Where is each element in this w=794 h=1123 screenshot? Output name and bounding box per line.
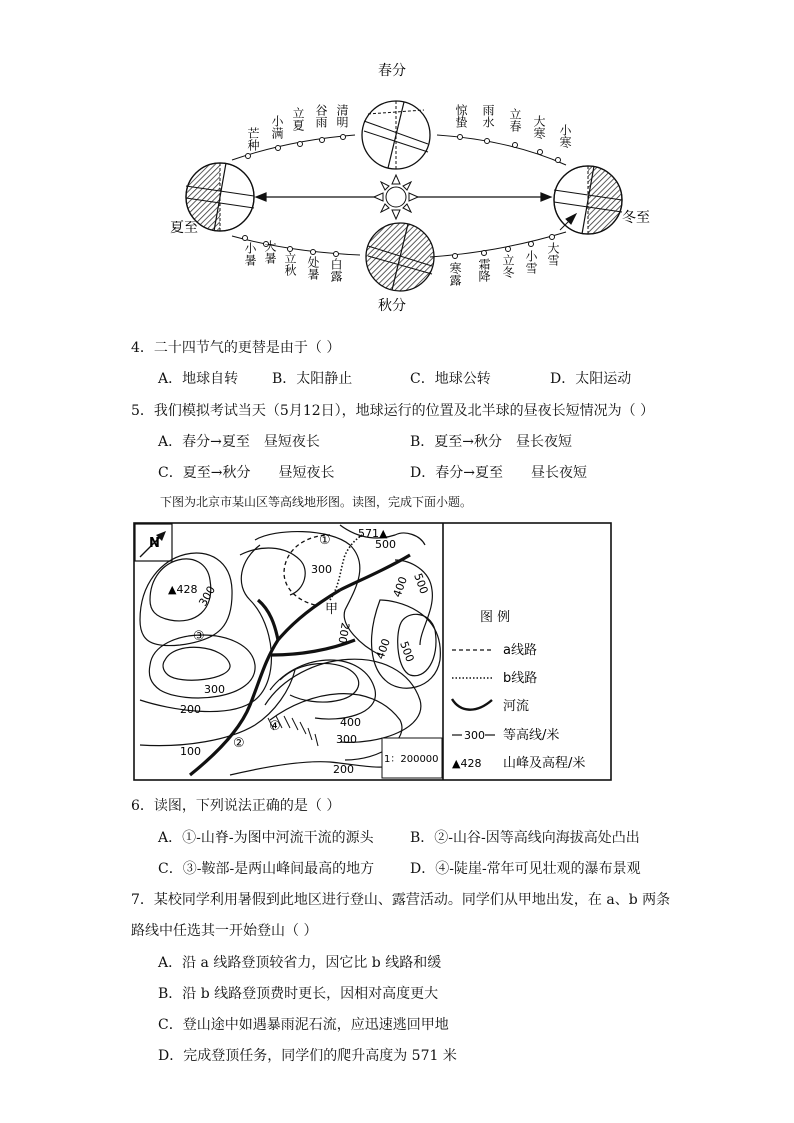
term-label: 大寒 [532, 115, 546, 139]
marker-3: ③ [193, 629, 205, 644]
contour-label: 300 [204, 683, 225, 696]
map-intro-text: 下图为北京市某山区等高线地形图。读图，完成下面小题。 [160, 495, 473, 509]
earth-summer-solstice [186, 162, 254, 232]
term-label: 立秋 [283, 252, 297, 276]
term-label: 芒种 [246, 127, 260, 151]
question-7-stem-line1: 7．某校同学利用暑假到此地区进行登山、露营活动。同学们从甲地出发，在 a、b 两条 [131, 892, 671, 908]
season-label-summer: 夏至 [170, 220, 198, 236]
q6-option-c: C．③-鞍部-是两山峰间最高的地方 [158, 861, 375, 877]
term-label: 立冬 [501, 254, 515, 278]
season-label-spring: 春分 [378, 63, 406, 79]
term-label: 白露 [329, 258, 343, 282]
q5-option-d: D．春分→夏至 昼长夜短 [410, 465, 587, 481]
term-label: 立夏 [291, 107, 305, 131]
marker-1: ① [319, 533, 331, 548]
term-label: 清明 [335, 104, 349, 128]
contour-label: 300 [336, 733, 357, 746]
solar-terms-bottom-left [243, 239, 343, 282]
contour-label: 500 [411, 571, 431, 596]
term-label: 立春 [508, 108, 522, 132]
marker-2: ② [233, 736, 245, 751]
contour-label: 100 [180, 745, 201, 758]
q5-option-a: A．春分→夏至 昼短夜长 [158, 434, 320, 450]
map-scale [382, 738, 442, 778]
legend-peak-sample: ▲428 [452, 757, 482, 770]
earth-autumn-equinox [366, 223, 434, 291]
season-label-winter: 冬至 [622, 210, 650, 226]
solar-terms-top-right [454, 103, 572, 149]
q4-option-b: B．太阳静止 [272, 371, 353, 387]
contour-label: 200 [180, 703, 201, 716]
q4-option-a: A．地球自转 [158, 371, 239, 387]
q7-option-a: A．沿 a 线路登顶较省力，因它比 b 线路和缓 [158, 955, 442, 971]
legend-route-a: a线路 [503, 643, 537, 658]
season-label-autumn: 秋分 [378, 298, 406, 314]
marker-jia: 甲 [325, 602, 339, 617]
term-label: 小寒 [558, 124, 572, 148]
question-6-stem: 6．读图，下列说法正确的是（ ） [131, 798, 341, 814]
north-label: N [149, 536, 160, 551]
earth-winter-solstice [554, 165, 622, 235]
q7-option-d: D．完成登顶任务，同学们的爬升高度为 571 米 [158, 1048, 457, 1064]
term-label: 大雪 [546, 242, 560, 266]
question-7-stem-line2: 路线中任选其一开始登山（ ） [131, 923, 318, 939]
legend-contour: 等高线/米 [503, 728, 560, 743]
contour-label: 300 [311, 563, 332, 576]
q4-option-d: D．太阳运动 [550, 371, 632, 387]
contour-label: 400 [340, 716, 361, 729]
contour-label: 500 [397, 639, 417, 664]
scale-label: 1：200000 [384, 754, 439, 765]
q5-option-b: B．夏至→秋分 昼长夜短 [410, 434, 573, 450]
contour-label: 400 [390, 574, 411, 600]
peak-571-label: 571▲ [358, 527, 388, 540]
sun-ray-arrows [256, 193, 551, 201]
contour-label: 500 [375, 538, 396, 551]
question-5-stem: 5．我们模拟考试当天（5月12日），地球运行的位置及北半球的昼夜长短情况为（ ） [131, 403, 655, 419]
q7-option-c: C．登山途中如遇暴雨泥石流，应迅速逃回甲地 [158, 1017, 449, 1033]
term-label: 处暑 [306, 256, 320, 280]
q4-option-c: C．地球公转 [410, 371, 491, 387]
legend-title: 图 例 [480, 610, 511, 625]
q7-option-b: B．沿 b 线路登顶费时更长，因相对高度更大 [158, 986, 439, 1002]
term-label: 小暑 [243, 242, 257, 266]
earth-spring-equinox [362, 101, 430, 169]
term-label: 霜降 [477, 258, 491, 282]
sun-icon [374, 175, 418, 219]
term-label: 小满 [270, 115, 284, 139]
q6-option-d: D．④-陡崖-常年可见壮观的瀑布景观 [410, 861, 641, 877]
question-4-stem: 4．二十四节气的更替是由于（ ） [131, 340, 341, 356]
contour-label: 200 [333, 763, 354, 776]
q6-option-a: A．①-山脊-为图中河流干流的源头 [158, 830, 374, 846]
term-label: 谷雨 [314, 104, 328, 128]
term-label: 小雪 [524, 250, 538, 274]
term-label: 寒露 [448, 262, 462, 286]
contour-map [133, 522, 613, 782]
north-arrow-icon [135, 524, 172, 561]
legend-contour-sample: 300 [464, 729, 485, 742]
earth-orbit-figure [170, 55, 670, 320]
peak-428-label: ▲428 [168, 583, 198, 596]
contour-label: 300 [196, 583, 219, 609]
legend-route-b: b线路 [503, 671, 538, 686]
legend-river: 河流 [503, 699, 530, 714]
q5-option-c: C．夏至→秋分 昼短夜长 [158, 465, 335, 481]
contour-label: 400 [373, 636, 394, 662]
marker-4: ④ [269, 719, 281, 734]
term-label: 雨水 [481, 104, 495, 128]
term-label: 大暑 [263, 240, 277, 264]
q6-option-b: B．②-山谷-因等高线向海拔高处凸出 [410, 830, 640, 846]
legend-peak: 山峰及高程/米 [503, 756, 586, 771]
term-label: 惊蛰 [454, 104, 468, 128]
contour-label: 200 [335, 621, 352, 645]
